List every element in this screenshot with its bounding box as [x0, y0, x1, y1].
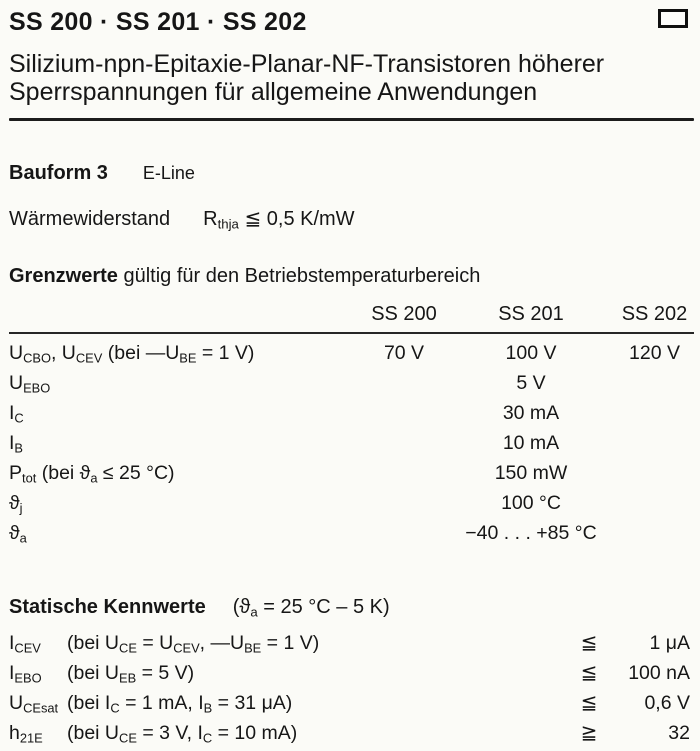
row-value-ss201: 30 mA	[502, 401, 560, 424]
parameter-symbol: $I_{CEV}$	[9, 632, 41, 656]
parameter-value: 1 μA	[649, 632, 690, 655]
row-value-ss202: 120 V	[629, 341, 680, 364]
parameter-symbol: $I_{EBO}$	[9, 662, 42, 686]
statische-table	[9, 631, 694, 751]
row-value-ss201: 100 V	[505, 341, 557, 364]
header	[9, 6, 694, 37]
relation-symbol: ≦	[580, 692, 598, 715]
table-row	[9, 631, 694, 661]
grenzwerte-table-header	[9, 303, 694, 326]
column-header-ss201: SS 201	[498, 302, 564, 325]
table-row	[9, 371, 694, 401]
statische-heading-condition: ($ϑ_a = 25$ °C – 5 K)	[232, 596, 390, 621]
parameter-value: 0,6 V	[644, 692, 690, 715]
grenzwerte-heading	[9, 265, 694, 288]
parameter-symbol: $h_{21E}$	[9, 722, 43, 746]
row-value-ss201: 150 mW	[494, 462, 568, 485]
page-subtitle: Silizium-npn-Epitaxie-Planar-NF-Transistoren höherer Sperrspannungen für allgemeine Anwendungen	[9, 50, 605, 106]
table-row	[9, 401, 694, 431]
bauform-label: Bauform 3	[9, 162, 108, 184]
column-header-ss200: SS 200	[371, 302, 437, 325]
grenzwerte-heading-rest: gültig für den Betriebstemperaturbereich	[117, 264, 481, 287]
statische-heading-title: Statische Kennwerte	[9, 596, 206, 619]
row-label: $U_{CBO}$, $U_{CEV}$ (bei $—U_{BE} = 1$ V)	[9, 341, 255, 366]
row-label: $ϑ_j$	[9, 492, 23, 516]
row-value-ss201: 100 °C	[501, 492, 561, 515]
row-value-ss201: 5 V	[516, 371, 546, 394]
table-row	[9, 521, 694, 551]
row-label: $U_{EBO}$	[9, 371, 51, 396]
row-label: $I_C$	[9, 401, 24, 426]
header-divider	[9, 118, 694, 121]
row-label: $I_B$	[9, 431, 23, 456]
row-label: $P_{tot}$ (bei $ϑ_a \le 25$ °C)	[9, 462, 175, 486]
column-header-ss202: SS 202	[621, 302, 688, 325]
row-value-ss201: −40 . . . +85 °C	[465, 522, 597, 545]
row-label: $ϑ_a$	[9, 522, 27, 546]
table-row	[9, 341, 694, 371]
relation-symbol: ≦	[580, 632, 598, 655]
table-row	[9, 431, 694, 461]
thermal-spec: $R_{thja}$ ≦ 0,5 K/mW	[203, 208, 355, 232]
table-row	[9, 461, 694, 491]
parameter-symbol: $U_{CEsat}$	[9, 692, 59, 716]
table-row	[9, 691, 694, 721]
relation-symbol: ≧	[580, 722, 598, 745]
parameter-condition: (bei $U_{CE} = U_{CEV}$, $—U_{BE} = 1$ V)	[67, 632, 320, 656]
parameter-condition: (bei $U_{CE} = 3$ V, $I_C = 10$ mA)	[67, 722, 298, 746]
row-value-ss201: 10 mA	[502, 431, 560, 454]
bauform-line	[9, 162, 694, 185]
table-header-divider	[9, 332, 694, 334]
parameter-value: 32	[668, 722, 690, 745]
table-row	[9, 721, 694, 751]
parameter-value: 100 nA	[628, 662, 690, 685]
parameter-condition: (bei $U_{EB} = 5$ V)	[67, 662, 195, 686]
thermal-resistance-line	[9, 206, 694, 232]
table-row	[9, 491, 694, 521]
row-value-ss200: 70 V	[383, 341, 425, 364]
relation-symbol: ≦	[580, 662, 598, 685]
grenzwerte-heading-bold: Grenzwerte	[9, 264, 118, 287]
table-row	[9, 661, 694, 691]
corner-box-icon	[658, 9, 688, 28]
parameter-condition: (bei $I_C = 1$ mA, $I_B = 31$ μA)	[67, 692, 293, 716]
thermal-label: Wärmewiderstand	[9, 208, 171, 230]
page-title: SS 200 · SS 201 · SS 202	[9, 8, 307, 36]
bauform-value: E-Line	[142, 163, 195, 183]
grenzwerte-table	[9, 341, 694, 552]
statische-heading	[9, 596, 694, 620]
